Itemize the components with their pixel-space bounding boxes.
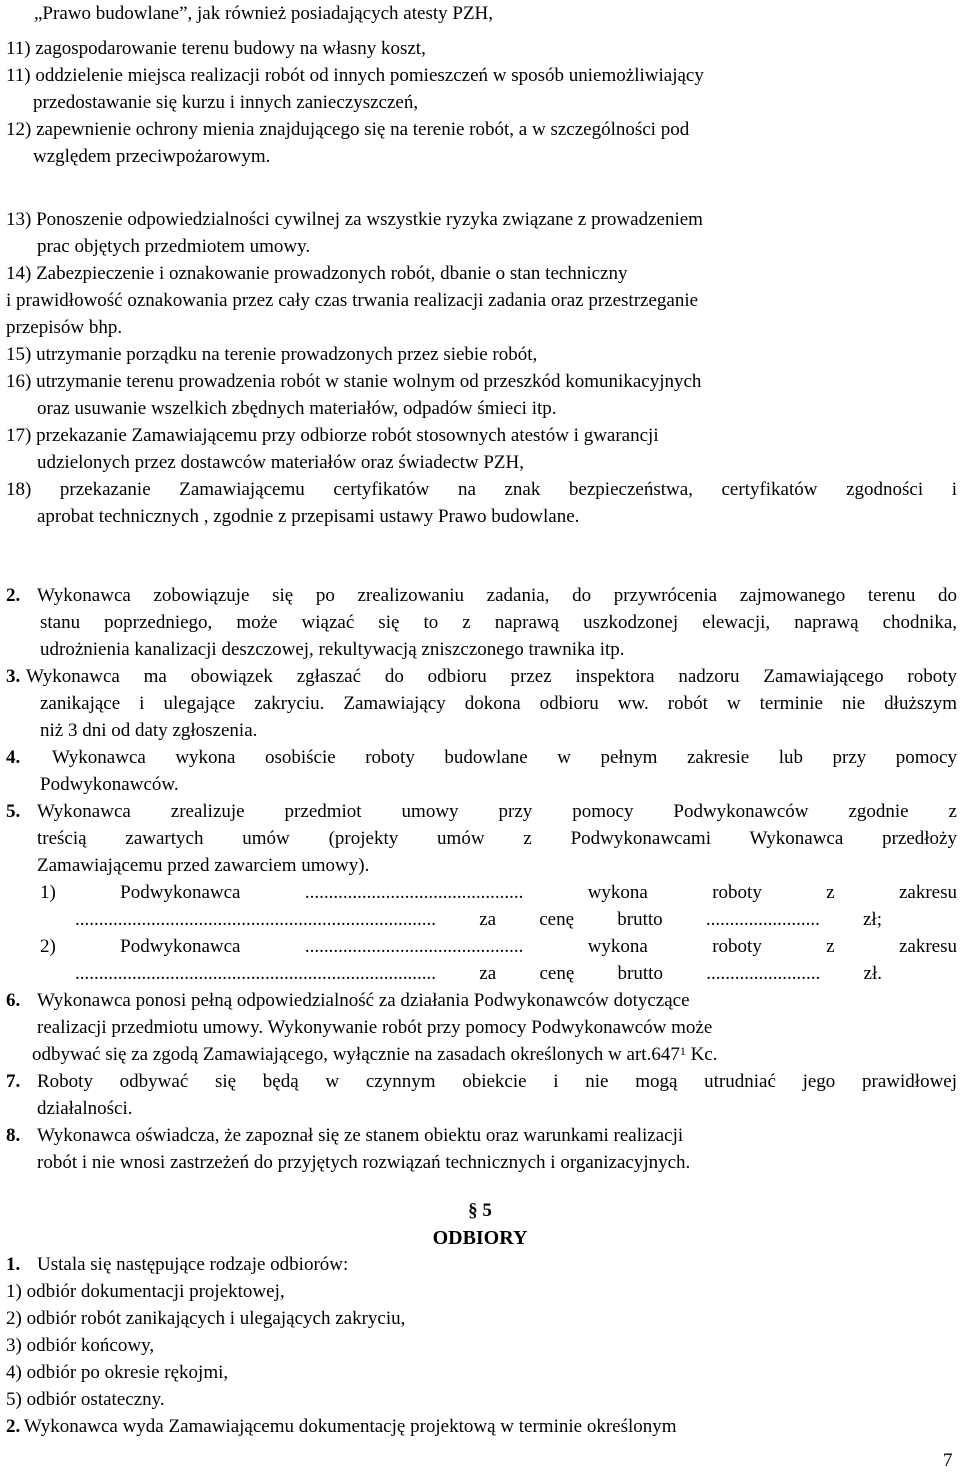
point-number: 2. xyxy=(6,1416,21,1437)
paragraph-line: robót i nie wnosi zastrzeżeń do przyjętych rozwiązań technicznych i organizacyjnych. xyxy=(37,1152,691,1173)
paragraph-line: Wykonawca wyda Zamawiającemu dokumentację projektową w terminie określonym xyxy=(24,1416,677,1437)
paragraph-line: działalności. xyxy=(37,1098,133,1119)
text-line: udzielonych przez dostawców materiałów oraz świadectw PZH, xyxy=(37,452,524,473)
list-item: 3) odbiór końcowy, xyxy=(6,1335,155,1356)
point-number: 5. xyxy=(6,801,21,822)
text-line: przedostawanie się kurzu i innych zanieczyszczeń, xyxy=(33,92,419,113)
paragraph-line: Wykonawca wykona osobiście roboty budowlane w pełnym zakresie lub przy pomocy xyxy=(52,747,957,768)
paragraph-line: realizacji przedmiotu umowy. Wykonywanie robót przy pomocy Podwykonawców może xyxy=(37,1017,713,1038)
list-item: 5) odbiór ostateczny. xyxy=(6,1389,165,1410)
subcontractor-line: 1) Podwykonawca .............................................. wykona roboty z zakresu xyxy=(40,882,957,903)
paragraph-line: udrożnienia kanalizacji deszczowej, rekultywacją zniszczonego trawnika itp. xyxy=(40,639,625,660)
page-number: 7 xyxy=(943,1450,953,1471)
point-number: 7. xyxy=(6,1071,21,1092)
paragraph-text: odbywać się za zgodą Zamawiającego, wyłącznie na zasadach określonych w art.647 xyxy=(32,1044,680,1065)
list-item: 15) utrzymanie porządku na terenie prowadzonych przez siebie robót, xyxy=(6,344,538,365)
paragraph-line: treścią zawartych umów (projekty umów z Podwykonawcami Wykonawca przedłoży xyxy=(37,828,957,849)
paragraph-line: Wykonawca zrealizuje przedmiot umowy przy pomocy Podwykonawców zgodnie z xyxy=(37,801,957,822)
paragraph-line: Wykonawca ma obowiązek zgłaszać do odbioru przez inspektora nadzoru Zamawiającego roboty xyxy=(26,666,957,687)
paragraph-line: Podwykonawców. xyxy=(40,774,179,795)
list-item: 4) odbiór po okresie rękojmi, xyxy=(6,1362,229,1383)
paragraph-line: Roboty odbywać się będą w czynnym obiekcie i nie mogą utrudniać jego prawidłowej xyxy=(37,1071,957,1092)
subcontractor-line: ............................................................................ za cenę brutto ........................ zł; xyxy=(75,909,882,930)
text-line: „Prawo budowlane”, jak również posiadających atesty PZH, xyxy=(34,3,494,24)
list-item: 2) odbiór robót zanikających i ulegających zakryciu, xyxy=(6,1308,406,1329)
text-line: oraz usuwanie wszelkich zbędnych materiałów, odpadów śmieci itp. xyxy=(37,398,557,419)
point-number: 1. xyxy=(6,1254,21,1275)
section-number: § 5 xyxy=(468,1200,492,1221)
list-item: 11) zagospodarowanie terenu budowy na własny koszt, xyxy=(6,38,426,59)
list-item: 1) odbiór dokumentacji projektowej, xyxy=(6,1281,285,1302)
point-number: 8. xyxy=(6,1125,21,1146)
text-line: i prawidłowość oznakowania przez cały czas trwania realizacji zadania oraz przestrzeganie xyxy=(6,290,699,311)
list-item: 11) oddzielenie miejsca realizacji robót od innych pomieszczeń w sposób uniemożliwiający xyxy=(6,65,704,86)
section-title: ODBIORY xyxy=(432,1227,528,1249)
text-line: przepisów bhp. xyxy=(6,317,123,338)
paragraph-line: Zamawiającemu przed zawarciem umowy). xyxy=(37,855,370,876)
paragraph-line: stanu poprzedniego, może wiązać się to z naprawą uszkodzonej elewacji, naprawą chodnika, xyxy=(40,612,957,633)
paragraph-line: Ustala się następujące rodzaje odbiorów: xyxy=(37,1254,349,1275)
text-line: aprobat technicznych , zgodnie z przepisami ustawy Prawo budowlane. xyxy=(37,506,580,527)
subcontractor-line: ............................................................................ za cenę brutto ........................ zł. xyxy=(75,963,882,984)
paragraph-line: Wykonawca zobowiązuje się po zrealizowaniu zadania, do przywrócenia zajmowanego terenu do xyxy=(37,585,957,606)
point-number: 3. xyxy=(6,666,21,687)
paragraph-line xyxy=(32,1043,717,1067)
list-item: 13) Ponoszenie odpowiedzialności cywilnej za wszystkie ryzyka związane z prowadzeniem xyxy=(6,209,703,230)
text-line: prac objętych przedmiotem umowy. xyxy=(37,236,311,257)
paragraph-line: zanikające i ulegające zakryciu. Zamawiający dokona odbioru ww. robót w terminie nie dłuższym xyxy=(40,693,957,714)
list-item: 14) Zabezpieczenie i oznakowanie prowadzonych robót, dbanie o stan techniczny xyxy=(6,263,628,284)
superscript: 1 xyxy=(679,1044,686,1058)
paragraph-text: Kc. xyxy=(685,1044,718,1065)
list-item: 18) przekazanie Zamawiającemu certyfikatów na znak bezpieczeństwa, certyfikatów zgodności i xyxy=(6,479,957,500)
list-item: 17) przekazanie Zamawiającemu przy odbiorze robót stosownych atestów i gwarancji xyxy=(6,425,659,446)
point-number: 6. xyxy=(6,990,21,1011)
subcontractor-line: 2) Podwykonawca .............................................. wykona roboty z zakresu xyxy=(40,936,957,957)
list-item: 16) utrzymanie terenu prowadzenia robót w stanie wolnym od przeszkód komunikacyjnych xyxy=(6,371,702,392)
point-number: 2. xyxy=(6,585,21,606)
paragraph-line: Wykonawca oświadcza, że zapoznał się ze stanem obiektu oraz warunkami realizacji xyxy=(37,1125,684,1146)
paragraph-line: Wykonawca ponosi pełną odpowiedzialność za działania Podwykonawców dotyczące xyxy=(37,990,690,1011)
text-line: względem przeciwpożarowym. xyxy=(33,146,271,167)
paragraph-line: niż 3 dni od daty zgłoszenia. xyxy=(40,720,258,741)
point-number: 4. xyxy=(6,747,21,768)
list-item: 12) zapewnienie ochrony mienia znajdującego się na terenie robót, a w szczególności pod xyxy=(6,119,690,140)
